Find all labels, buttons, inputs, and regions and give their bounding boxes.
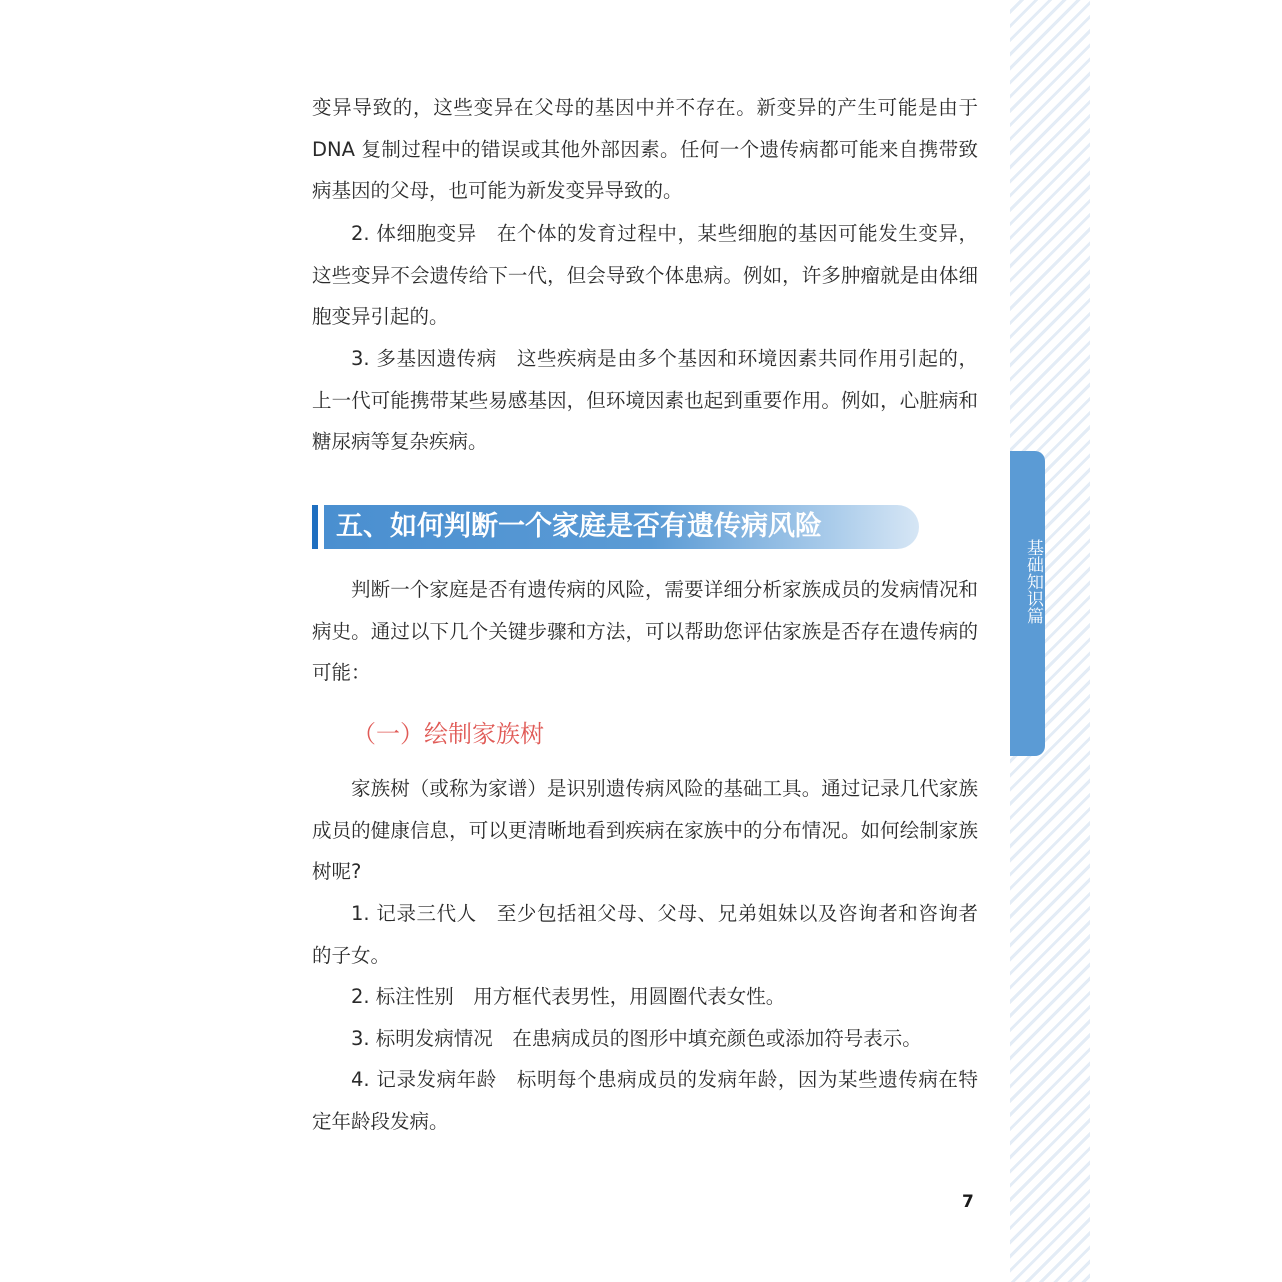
paragraph-variation-continued: 变异导致的，这些变异在父母的基因中并不存在。新变异的产生可能是由于 DNA 复制过程中的错误或其他外部因素。任何一个遗传病都可能来自携带致病基因的父母，也可能为新发变异导致的。 (312, 96, 978, 202)
side-tab-label: 基础知识篇 (1023, 539, 1043, 624)
paragraph-section-intro: 判断一个家庭是否有遗传病的风险，需要详细分析家族成员的发病情况和病史。通过以下几个关键步骤和方法，可以帮助您评估家族是否存在遗传病的可能： (312, 578, 978, 684)
list-item-record-onset-age: 4. 记录发病年龄 标明每个患病成员的发病年龄，因为某些遗传病在特定年龄段发病。 (312, 1068, 978, 1133)
section-heading-text: 五、如何判断一个家庭是否有遗传病风险 (336, 511, 822, 542)
heading-accent-bar (312, 505, 318, 549)
page-number: 7 (962, 1192, 974, 1212)
paragraph-somatic-variation: 2. 体细胞变异 在个体的发育过程中，某些细胞的基因可能发生变异，这些变异不会遗传给下一代，但会导致个体患病。例如，许多肿瘤就是由体细胞变异引起的。 (312, 222, 978, 328)
list-item-mark-disease: 3. 标明发病情况 在患病成员的图形中填充颜色或添加符号表示。 (351, 1027, 922, 1050)
section-heading (312, 505, 922, 549)
paragraph-polygenic-disease: 3. 多基因遗传病 这些疾病是由多个基因和环境因素共同作用引起的，上一代可能携带某些易感基因，但环境因素也起到重要作用。例如，心脏病和糖尿病等复杂疾病。 (312, 347, 978, 453)
list-item-mark-gender: 2. 标注性别 用方框代表男性，用圆圈代表女性。 (351, 985, 786, 1008)
paragraph-family-tree-intro: 家族树（或称为家谱）是识别遗传病风险的基础工具。通过记录几代家族成员的健康信息，可以更清晰地看到疾病在家族中的分布情况。如何绘制家族树呢? (312, 777, 978, 883)
list-item-record-generations: 1. 记录三代人 至少包括祖父母、父母、兄弟姐妹以及咨询者和咨询者的子女。 (312, 902, 978, 967)
subheading-family-tree: （一）绘制家族树 (352, 720, 544, 748)
side-section-tab (1010, 451, 1045, 756)
